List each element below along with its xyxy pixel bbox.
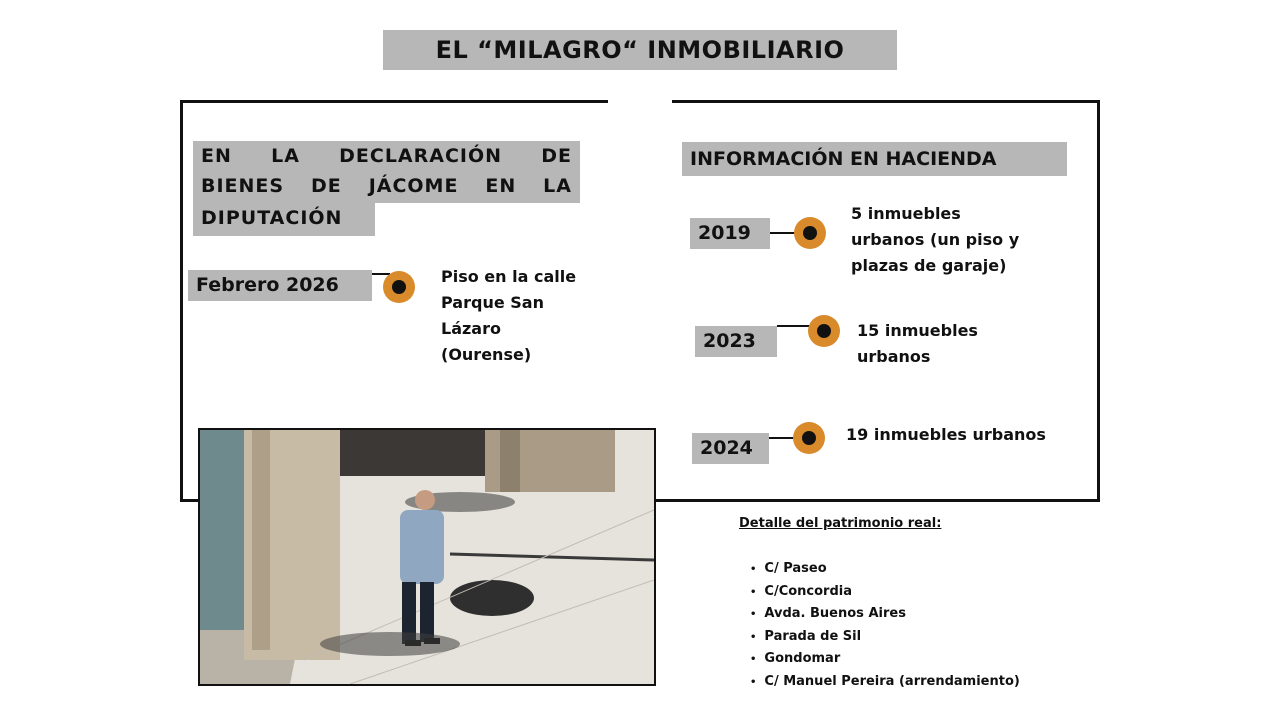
entry-line: Parque San (441, 293, 544, 312)
timeline-dot-icon (793, 422, 825, 454)
timeline-connector (769, 437, 795, 439)
entry-line: urbanos (857, 347, 931, 366)
left-heading (193, 141, 580, 203)
detail-item: • Parada de Sil (750, 626, 1020, 649)
right-heading: INFORMACIÓN EN HACIENDA (682, 142, 1067, 176)
street-photo-image (200, 430, 654, 684)
left-heading-line-1: EN LA DECLARACIÓN DE (201, 145, 572, 167)
entry-text (846, 422, 1046, 448)
street-photo (198, 428, 656, 686)
frame-bottom-left (180, 499, 200, 502)
year-label: 2023 (695, 326, 777, 357)
entry-line: 15 inmuebles (857, 321, 978, 340)
entry-text (857, 318, 978, 370)
entry-line: plazas de garaje) (851, 256, 1007, 275)
entry-text (851, 201, 1019, 279)
entry-line: urbanos (un piso y (851, 230, 1020, 249)
detail-list (750, 558, 1020, 693)
entry-line: 5 inmuebles (851, 204, 961, 223)
page-title: EL “MILAGRO“ INMOBILIARIO (383, 30, 897, 70)
left-heading-line-2: BIENES DE JÁCOME EN LA (201, 175, 572, 197)
entry-line: Piso en la calle (441, 267, 577, 286)
frame-top-right (672, 100, 1100, 103)
frame-top-left (180, 100, 608, 103)
year-label: 2024 (692, 433, 769, 464)
year-label: 2019 (690, 218, 770, 249)
frame-bottom-right (656, 499, 1100, 502)
detail-item: • Gondomar (750, 648, 1020, 671)
date-label: Febrero 2026 (188, 270, 372, 301)
frame-left (180, 100, 183, 502)
entry-line: (Ourense) (441, 345, 532, 364)
detail-item: • C/ Manuel Pereira (arrendamiento) (750, 671, 1020, 694)
detail-item: • Avda. Buenos Aires (750, 603, 1020, 626)
detail-item: • C/Concordia (750, 581, 1020, 604)
entry-line: 19 inmuebles urbanos (846, 425, 1046, 444)
frame-right (1097, 100, 1100, 502)
timeline-dot-icon (383, 271, 415, 303)
timeline-dot-icon (794, 217, 826, 249)
timeline-connector (770, 232, 796, 234)
entry-text (441, 264, 576, 368)
timeline-dot-icon (808, 315, 840, 347)
timeline-connector (777, 325, 811, 327)
detail-item: • C/ Paseo (750, 558, 1020, 581)
detail-title: Detalle del patrimonio real: (739, 516, 942, 531)
entry-line: Lázaro (441, 319, 501, 338)
left-heading-line-3: DIPUTACIÓN (193, 203, 375, 236)
